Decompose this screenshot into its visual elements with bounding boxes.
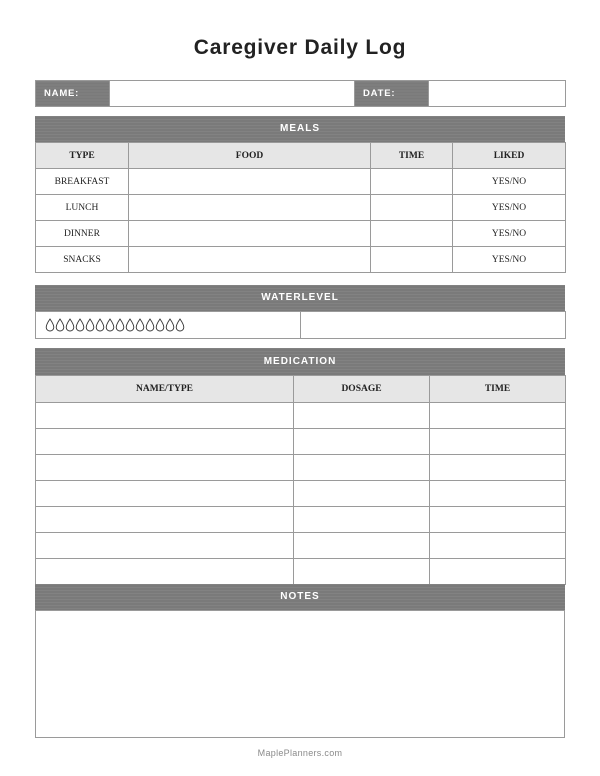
med-name-field[interactable] <box>36 507 294 533</box>
notes-area[interactable] <box>35 610 565 738</box>
meal-type: SNACKS <box>36 247 129 273</box>
water-drop-icon[interactable] <box>65 318 75 332</box>
medication-table <box>35 375 566 585</box>
footer-brand: MaplePlanners.com <box>257 748 343 758</box>
water-drop-icon[interactable] <box>175 318 185 332</box>
medication-row <box>36 403 566 429</box>
meal-type: LUNCH <box>36 195 129 221</box>
water-drop-icon[interactable] <box>105 318 115 332</box>
water-drops <box>36 312 300 338</box>
med-dosage-field[interactable] <box>294 481 430 507</box>
water-drop-icon[interactable] <box>145 318 155 332</box>
meal-liked[interactable]: YES/NO <box>453 195 566 221</box>
water-table <box>35 311 566 339</box>
med-time-field[interactable] <box>430 455 566 481</box>
meal-liked[interactable]: YES/NO <box>453 169 566 195</box>
meal-row-breakfast <box>36 169 566 195</box>
meal-row-snacks <box>36 247 566 273</box>
meals-col-time: TIME <box>371 143 453 169</box>
water-drop-icon[interactable] <box>55 318 65 332</box>
medication-header: MEDICATION <box>35 348 565 375</box>
medication-row <box>36 533 566 559</box>
water-header: WATERLEVEL <box>35 285 565 311</box>
med-col-name: NAME/TYPE <box>36 376 294 403</box>
med-time-field[interactable] <box>430 559 566 585</box>
meal-time-field[interactable] <box>371 169 453 195</box>
med-time-field[interactable] <box>430 533 566 559</box>
med-time-field[interactable] <box>430 507 566 533</box>
meal-type: BREAKFAST <box>36 169 129 195</box>
water-drops-cell <box>36 312 301 339</box>
name-label: NAME: <box>36 81 110 107</box>
med-col-dosage: DOSAGE <box>294 376 430 403</box>
water-drop-icon[interactable] <box>135 318 145 332</box>
meals-col-type: TYPE <box>36 143 129 169</box>
meal-time-field[interactable] <box>371 247 453 273</box>
med-name-field[interactable] <box>36 559 294 585</box>
meal-food-field[interactable] <box>129 169 371 195</box>
med-dosage-field[interactable] <box>294 533 430 559</box>
water-drop-icon[interactable] <box>45 318 55 332</box>
meal-liked[interactable]: YES/NO <box>453 247 566 273</box>
water-drop-icon[interactable] <box>165 318 175 332</box>
med-name-field[interactable] <box>36 533 294 559</box>
medication-row <box>36 559 566 585</box>
meal-row-lunch <box>36 195 566 221</box>
water-drop-icon[interactable] <box>95 318 105 332</box>
med-name-field[interactable] <box>36 481 294 507</box>
meal-food-field[interactable] <box>129 221 371 247</box>
med-name-field[interactable] <box>36 429 294 455</box>
meal-food-field[interactable] <box>129 247 371 273</box>
med-dosage-field[interactable] <box>294 507 430 533</box>
water-drop-icon[interactable] <box>85 318 95 332</box>
meal-type: DINNER <box>36 221 129 247</box>
meals-col-food: FOOD <box>129 143 371 169</box>
med-dosage-field[interactable] <box>294 559 430 585</box>
name-date-table <box>35 80 566 107</box>
meals-table <box>35 142 566 273</box>
water-drop-icon[interactable] <box>155 318 165 332</box>
date-field[interactable] <box>429 81 566 107</box>
meal-row-dinner <box>36 221 566 247</box>
medication-row <box>36 429 566 455</box>
meal-food-field[interactable] <box>129 195 371 221</box>
med-dosage-field[interactable] <box>294 429 430 455</box>
meals-col-liked: LIKED <box>453 143 566 169</box>
med-col-time: TIME <box>430 376 566 403</box>
water-drop-icon[interactable] <box>75 318 85 332</box>
date-label: DATE: <box>355 81 429 107</box>
medication-row <box>36 507 566 533</box>
medication-row <box>36 455 566 481</box>
meals-header: MEALS <box>35 116 565 142</box>
med-name-field[interactable] <box>36 455 294 481</box>
water-drop-icon[interactable] <box>125 318 135 332</box>
med-time-field[interactable] <box>430 429 566 455</box>
name-field[interactable] <box>110 81 355 107</box>
water-drop-icon[interactable] <box>115 318 125 332</box>
water-notes-field[interactable] <box>301 312 566 339</box>
meal-time-field[interactable] <box>371 221 453 247</box>
meal-time-field[interactable] <box>371 195 453 221</box>
med-time-field[interactable] <box>430 403 566 429</box>
meal-liked[interactable]: YES/NO <box>453 221 566 247</box>
medication-row <box>36 481 566 507</box>
notes-header: NOTES <box>35 584 565 610</box>
med-dosage-field[interactable] <box>294 403 430 429</box>
med-dosage-field[interactable] <box>294 455 430 481</box>
med-time-field[interactable] <box>430 481 566 507</box>
page-title: Caregiver Daily Log <box>193 36 407 59</box>
med-name-field[interactable] <box>36 403 294 429</box>
